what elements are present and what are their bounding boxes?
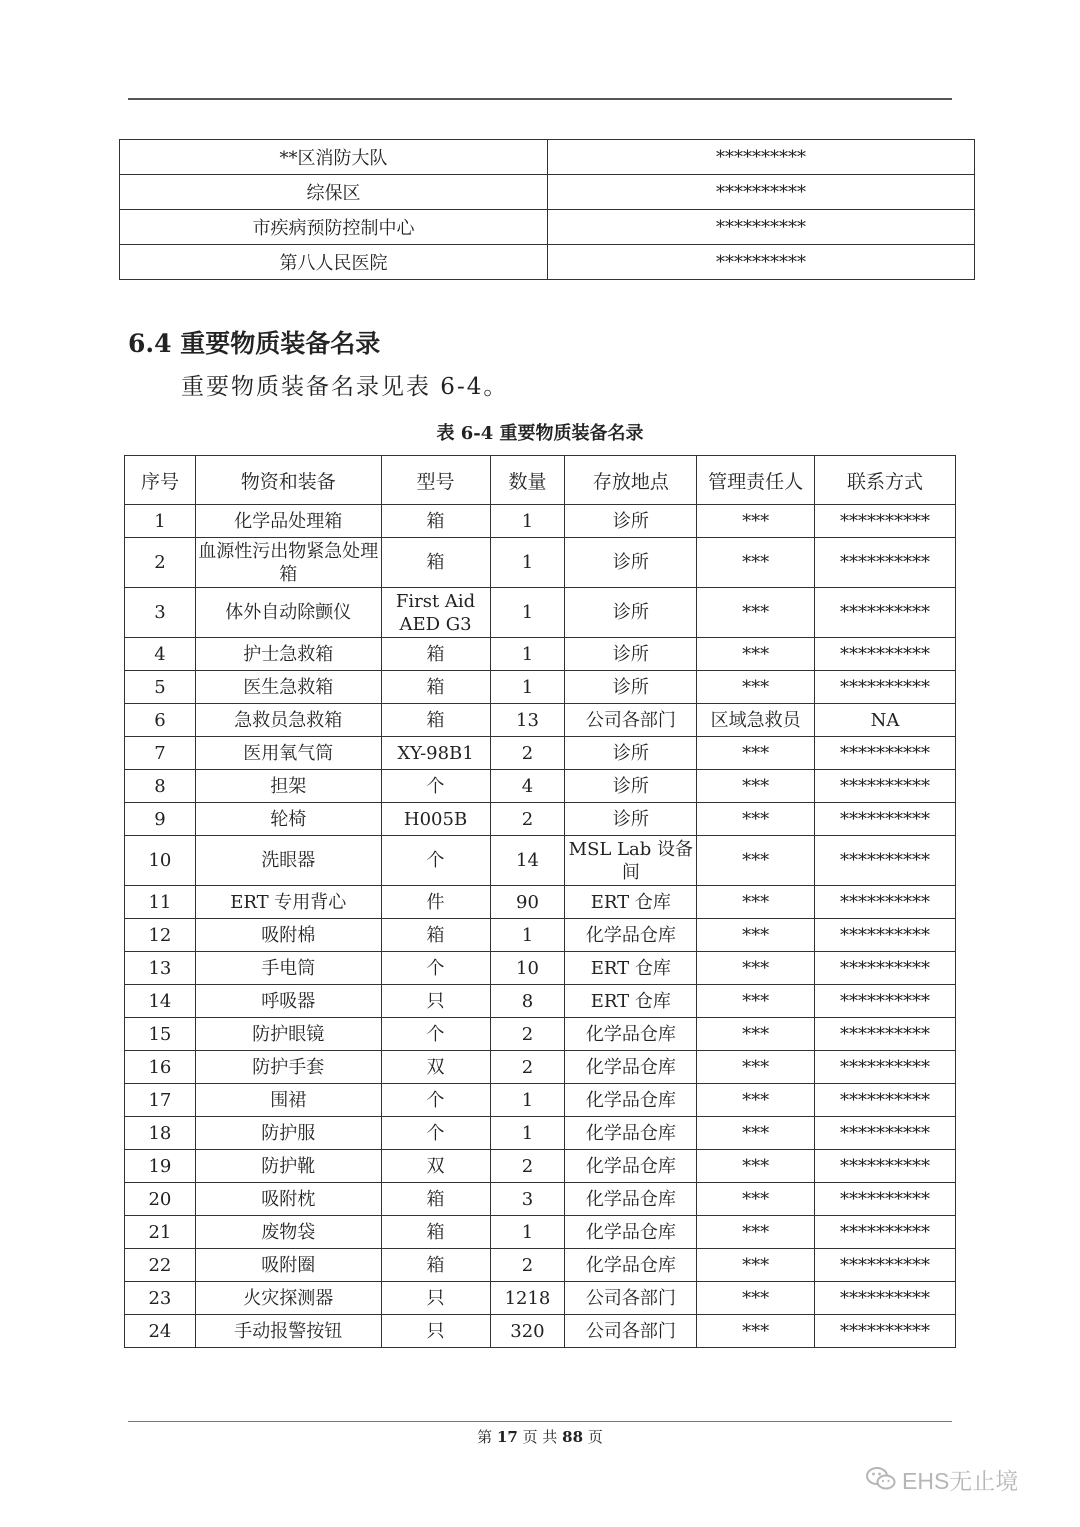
cell-owner: *** [697, 737, 815, 770]
cell-model: 双 [381, 1150, 490, 1183]
section-heading: 6.4 重要物质装备名录 [128, 329, 381, 358]
cell-location: 化学品仓库 [565, 1249, 697, 1282]
watermark-text: EHS无止境 [902, 1467, 1019, 1494]
cell-model: First Aid AED G3 [381, 588, 490, 638]
cell-qty: 1 [490, 1084, 565, 1117]
contact-phone: ********** [548, 245, 975, 280]
cell-item: 呼吸器 [195, 985, 381, 1018]
cell-owner: *** [697, 638, 815, 671]
cell-qty: 1218 [490, 1282, 565, 1315]
cell-contact: ********** [815, 1117, 956, 1150]
cell-no: 13 [125, 952, 196, 985]
cell-item: 化学品处理箱 [195, 505, 381, 538]
table-row [125, 1249, 956, 1282]
cell-no: 20 [125, 1183, 196, 1216]
table-row [125, 538, 956, 588]
footer-prefix: 第 [477, 1428, 493, 1446]
cell-no: 21 [125, 1216, 196, 1249]
cell-no: 16 [125, 1051, 196, 1084]
cell-no: 4 [125, 638, 196, 671]
cell-contact: NA [815, 704, 956, 737]
equipment-table [124, 455, 956, 1348]
cell-contact: ********** [815, 671, 956, 704]
contact-row [120, 175, 975, 210]
cell-location: MSL Lab 设备间 [565, 836, 697, 886]
cell-qty: 2 [490, 1249, 565, 1282]
cell-owner: *** [697, 1117, 815, 1150]
table-row [125, 1183, 956, 1216]
cell-contact: ********** [815, 1051, 956, 1084]
cell-contact: ********** [815, 985, 956, 1018]
cell-contact: ********** [815, 1150, 956, 1183]
cell-location: 化学品仓库 [565, 919, 697, 952]
cell-owner: *** [697, 952, 815, 985]
cell-owner: *** [697, 1216, 815, 1249]
cell-owner: *** [697, 671, 815, 704]
cell-contact: ********** [815, 588, 956, 638]
cell-item: 防护手套 [195, 1051, 381, 1084]
header-owner: 管理责任人 [697, 456, 815, 505]
contact-name: 第八人民医院 [120, 245, 548, 280]
cell-location: 诊所 [565, 505, 697, 538]
page-footer [0, 1426, 1080, 1447]
cell-item: 医用氧气筒 [195, 737, 381, 770]
cell-contact: ********** [815, 505, 956, 538]
cell-qty: 1 [490, 671, 565, 704]
cell-qty: 13 [490, 704, 565, 737]
cell-owner: *** [697, 1249, 815, 1282]
cell-owner: *** [697, 1183, 815, 1216]
cell-contact: ********** [815, 803, 956, 836]
table-row [125, 704, 956, 737]
header-qty: 数量 [490, 456, 565, 505]
cell-qty: 2 [490, 1051, 565, 1084]
contact-phone: ********** [548, 175, 975, 210]
cell-no: 7 [125, 737, 196, 770]
table-row [125, 1216, 956, 1249]
cell-model: 件 [381, 886, 490, 919]
cell-contact: ********** [815, 1315, 956, 1348]
cell-model: 个 [381, 836, 490, 886]
cell-model: 箱 [381, 671, 490, 704]
header-no: 序号 [125, 456, 196, 505]
cell-owner: *** [697, 770, 815, 803]
cell-item: ERT 专用背心 [195, 886, 381, 919]
cell-model: 箱 [381, 919, 490, 952]
cell-no: 1 [125, 505, 196, 538]
contact-name: **区消防大队 [120, 140, 548, 175]
cell-qty: 320 [490, 1315, 565, 1348]
cell-qty: 2 [490, 737, 565, 770]
cell-qty: 1 [490, 919, 565, 952]
cell-item: 洗眼器 [195, 836, 381, 886]
cell-model: 个 [381, 770, 490, 803]
cell-model: 箱 [381, 505, 490, 538]
equipment-table-body [125, 505, 956, 1348]
cell-qty: 1 [490, 538, 565, 588]
cell-contact: ********** [815, 1216, 956, 1249]
cell-no: 3 [125, 588, 196, 638]
cell-location: 公司各部门 [565, 1282, 697, 1315]
table-row [125, 1051, 956, 1084]
contact-table [119, 139, 975, 280]
cell-model: 只 [381, 1315, 490, 1348]
cell-owner: *** [697, 985, 815, 1018]
cell-model: 个 [381, 1117, 490, 1150]
footer-middle: 页 共 [522, 1428, 558, 1446]
cell-qty: 90 [490, 886, 565, 919]
page-total: 88 [562, 1428, 584, 1446]
cell-no: 15 [125, 1018, 196, 1051]
cell-qty: 8 [490, 985, 565, 1018]
cell-model: 个 [381, 1018, 490, 1051]
cell-owner: *** [697, 1018, 815, 1051]
cell-owner: 区域急救员 [697, 704, 815, 737]
section-intro: 重要物质装备名录见表 6-4。 [181, 374, 509, 400]
cell-location: 化学品仓库 [565, 1216, 697, 1249]
cell-no: 22 [125, 1249, 196, 1282]
contact-name: 综保区 [120, 175, 548, 210]
cell-qty: 1 [490, 1216, 565, 1249]
cell-location: 诊所 [565, 671, 697, 704]
footer-rule [128, 1421, 952, 1422]
cell-model: XY-98B1 [381, 737, 490, 770]
cell-item: 体外自动除颤仪 [195, 588, 381, 638]
cell-qty: 10 [490, 952, 565, 985]
cell-location: 化学品仓库 [565, 1150, 697, 1183]
cell-qty: 3 [490, 1183, 565, 1216]
cell-no: 17 [125, 1084, 196, 1117]
contact-row [120, 245, 975, 280]
table-row [125, 886, 956, 919]
cell-owner: *** [697, 1051, 815, 1084]
cell-contact: ********** [815, 638, 956, 671]
cell-item: 围裙 [195, 1084, 381, 1117]
cell-model: 箱 [381, 638, 490, 671]
footer-suffix: 页 [587, 1428, 603, 1446]
equipment-header-row [125, 456, 956, 505]
cell-item: 防护服 [195, 1117, 381, 1150]
cell-location: ERT 仓库 [565, 886, 697, 919]
cell-owner: *** [697, 1315, 815, 1348]
cell-model: H005B [381, 803, 490, 836]
cell-contact: ********** [815, 538, 956, 588]
cell-qty: 1 [490, 638, 565, 671]
cell-no: 10 [125, 836, 196, 886]
cell-no: 18 [125, 1117, 196, 1150]
cell-contact: ********** [815, 770, 956, 803]
table-row [125, 1150, 956, 1183]
table-row [125, 737, 956, 770]
table-row [125, 985, 956, 1018]
table-row [125, 671, 956, 704]
cell-contact: ********** [815, 919, 956, 952]
table-row [125, 803, 956, 836]
cell-model: 箱 [381, 1249, 490, 1282]
table-row [125, 1084, 956, 1117]
cell-contact: ********** [815, 952, 956, 985]
cell-qty: 2 [490, 1150, 565, 1183]
watermark [866, 1464, 1056, 1494]
cell-model: 只 [381, 985, 490, 1018]
cell-item: 担架 [195, 770, 381, 803]
contact-phone: ********** [548, 140, 975, 175]
header-model: 型号 [381, 456, 490, 505]
cell-contact: ********** [815, 1183, 956, 1216]
cell-item: 废物袋 [195, 1216, 381, 1249]
cell-contact: ********** [815, 1018, 956, 1051]
cell-model: 箱 [381, 1183, 490, 1216]
cell-location: 化学品仓库 [565, 1117, 697, 1150]
cell-model: 双 [381, 1051, 490, 1084]
cell-location: 诊所 [565, 588, 697, 638]
contact-row [120, 140, 975, 175]
header-contact: 联系方式 [815, 456, 956, 505]
cell-contact: ********** [815, 1249, 956, 1282]
cell-model: 个 [381, 1084, 490, 1117]
cell-item: 火灾探测器 [195, 1282, 381, 1315]
table-row [125, 1117, 956, 1150]
table-caption: 表 6-4 重要物质装备名录 [436, 423, 644, 444]
cell-owner: *** [697, 803, 815, 836]
cell-no: 8 [125, 770, 196, 803]
cell-qty: 2 [490, 1018, 565, 1051]
cell-location: 化学品仓库 [565, 1084, 697, 1117]
table-row [125, 836, 956, 886]
cell-qty: 1 [490, 1117, 565, 1150]
cell-location: ERT 仓库 [565, 952, 697, 985]
cell-location: 诊所 [565, 770, 697, 803]
cell-owner: *** [697, 886, 815, 919]
contact-name: 市疾病预防控制中心 [120, 210, 548, 245]
cell-contact: ********** [815, 836, 956, 886]
table-row [125, 1282, 956, 1315]
cell-location: 公司各部门 [565, 1315, 697, 1348]
table-row [125, 638, 956, 671]
cell-item: 吸附枕 [195, 1183, 381, 1216]
table-row [125, 505, 956, 538]
cell-location: 诊所 [565, 803, 697, 836]
cell-owner: *** [697, 505, 815, 538]
cell-qty: 2 [490, 803, 565, 836]
cell-qty: 4 [490, 770, 565, 803]
cell-contact: ********** [815, 737, 956, 770]
header-rule [128, 98, 952, 100]
cell-item: 医生急救箱 [195, 671, 381, 704]
contact-row [120, 210, 975, 245]
cell-contact: ********** [815, 1282, 956, 1315]
cell-qty: 14 [490, 836, 565, 886]
cell-item: 手动报警按钮 [195, 1315, 381, 1348]
cell-owner: *** [697, 1084, 815, 1117]
cell-no: 11 [125, 886, 196, 919]
cell-model: 只 [381, 1282, 490, 1315]
cell-contact: ********** [815, 1084, 956, 1117]
header-location: 存放地点 [565, 456, 697, 505]
cell-location: 诊所 [565, 538, 697, 588]
cell-item: 护士急救箱 [195, 638, 381, 671]
contact-phone: ********** [548, 210, 975, 245]
cell-location: ERT 仓库 [565, 985, 697, 1018]
cell-model: 箱 [381, 1216, 490, 1249]
cell-contact: ********** [815, 886, 956, 919]
cell-item: 轮椅 [195, 803, 381, 836]
cell-no: 12 [125, 919, 196, 952]
table-row [125, 588, 956, 638]
cell-no: 6 [125, 704, 196, 737]
cell-owner: *** [697, 1150, 815, 1183]
cell-item: 吸附棉 [195, 919, 381, 952]
cell-item: 急救员急救箱 [195, 704, 381, 737]
cell-no: 23 [125, 1282, 196, 1315]
cell-location: 化学品仓库 [565, 1183, 697, 1216]
cell-model: 箱 [381, 538, 490, 588]
cell-no: 5 [125, 671, 196, 704]
cell-no: 2 [125, 538, 196, 588]
cell-item: 防护眼镜 [195, 1018, 381, 1051]
cell-location: 公司各部门 [565, 704, 697, 737]
cell-no: 14 [125, 985, 196, 1018]
cell-item: 吸附圈 [195, 1249, 381, 1282]
table-row [125, 919, 956, 952]
cell-item: 防护靴 [195, 1150, 381, 1183]
cell-location: 化学品仓库 [565, 1051, 697, 1084]
cell-owner: *** [697, 836, 815, 886]
cell-item: 血源性污出物紧急处理箱 [195, 538, 381, 588]
contact-table-body [120, 140, 975, 280]
cell-owner: *** [697, 538, 815, 588]
cell-item: 手电筒 [195, 952, 381, 985]
cell-no: 24 [125, 1315, 196, 1348]
header-item: 物资和装备 [195, 456, 381, 505]
cell-no: 19 [125, 1150, 196, 1183]
table-row [125, 1018, 956, 1051]
table-row [125, 952, 956, 985]
cell-model: 个 [381, 952, 490, 985]
cell-location: 诊所 [565, 737, 697, 770]
cell-owner: *** [697, 1282, 815, 1315]
cell-qty: 1 [490, 588, 565, 638]
cell-qty: 1 [490, 505, 565, 538]
table-row [125, 1315, 956, 1348]
cell-location: 化学品仓库 [565, 1018, 697, 1051]
table-row [125, 770, 956, 803]
cell-no: 9 [125, 803, 196, 836]
cell-model: 箱 [381, 704, 490, 737]
cell-location: 诊所 [565, 638, 697, 671]
wechat-icon [866, 1466, 896, 1492]
cell-owner: *** [697, 588, 815, 638]
cell-owner: *** [697, 919, 815, 952]
page-number: 17 [496, 1428, 518, 1446]
